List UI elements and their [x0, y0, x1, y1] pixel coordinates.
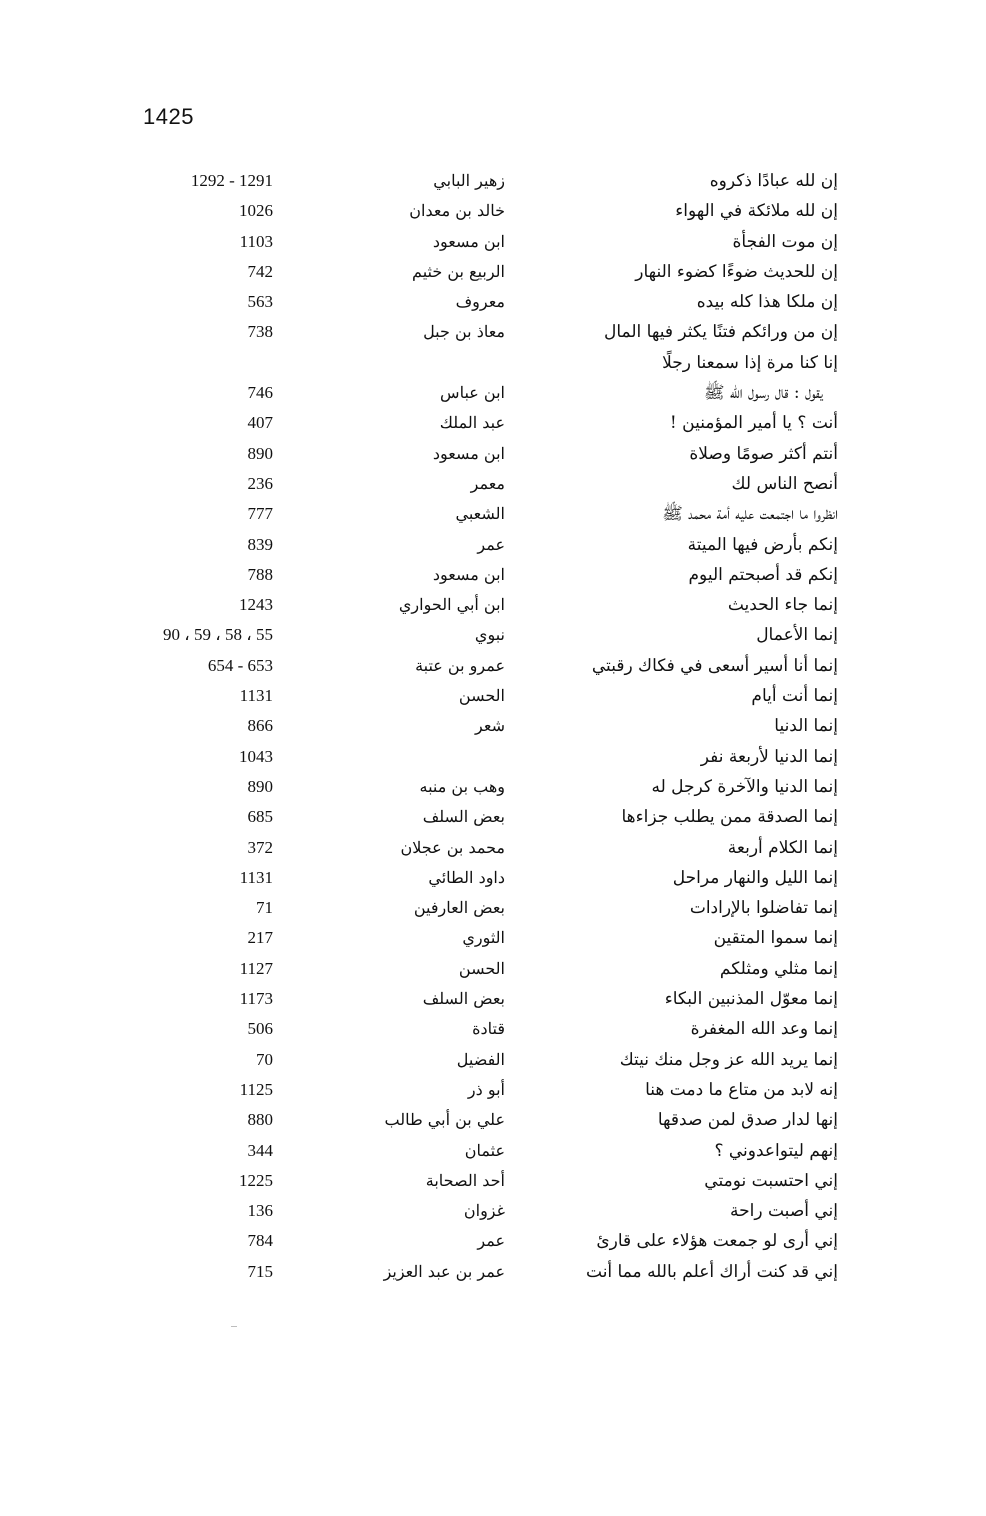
entry-page-ref: 1026 — [239, 201, 273, 221]
entry-narrator: ابن مسعود — [432, 443, 505, 463]
entry-page-ref: 1103 — [239, 231, 273, 251]
entry-page-ref: 217 — [247, 928, 273, 948]
entry-page-ref: 1043 — [239, 746, 273, 766]
entry-page-ref: 344 — [247, 1140, 273, 1160]
index-entry-row — [0, 227, 986, 257]
entry-page-ref: 71 — [256, 898, 273, 918]
entry-phrase: إنما أنا أسير أسعى في فكاك رقبتي — [591, 655, 838, 676]
index-entry-row — [0, 954, 986, 984]
entry-page-ref: 1243 — [239, 595, 273, 615]
entry-phrase: إنكم بأرض فيها الميتة — [687, 534, 838, 555]
index-entry-row — [0, 1166, 986, 1196]
entry-page-ref: 685 — [247, 807, 273, 827]
index-entry-row — [0, 257, 986, 287]
entry-phrase: إنما الدنيا — [774, 716, 838, 737]
index-entry-row — [0, 1014, 986, 1044]
entry-page-ref: 372 — [247, 837, 273, 857]
entry-narrator: عمر بن عبد العزيز — [383, 1261, 505, 1281]
index-entry-row — [0, 1136, 986, 1166]
entry-phrase: إن من ورائكم فتنًا يكثر فيها المال — [604, 322, 838, 343]
index-entry-row — [0, 651, 986, 681]
index-entry-row — [0, 530, 986, 560]
entry-phrase: إنما جاء الحديث — [727, 595, 838, 616]
index-entry-row — [0, 1257, 986, 1287]
entry-narrator: الفضيل — [456, 1049, 505, 1069]
index-entry-row — [0, 984, 986, 1014]
entry-phrase: إن للحديث ضوءًا كضوء النهار — [635, 261, 838, 282]
entry-narrator: ابن عباس — [440, 383, 505, 403]
entry-narrator: ابن مسعود — [432, 564, 505, 584]
index-entry-row — [0, 590, 986, 620]
entry-page-ref: 1131 — [239, 867, 273, 887]
entry-narrator: بعض السلف — [422, 989, 505, 1009]
index-entry-row — [0, 317, 986, 347]
index-entry-row — [0, 772, 986, 802]
entry-phrase: انظروا ما اجتمعت عليه أمة محمد ﷺ — [662, 504, 838, 525]
entry-narrator: عمر — [477, 534, 505, 554]
index-entry-row — [0, 1226, 986, 1256]
entry-narrator: أحد الصحابة — [425, 1170, 505, 1190]
entry-page-ref: 1125 — [239, 1079, 273, 1099]
entry-phrase: إنها لدار صدق لمن صدقها — [657, 1110, 838, 1131]
entry-page-ref: 70 — [256, 1049, 273, 1069]
index-entry-row — [0, 560, 986, 590]
entry-page-ref: 880 — [247, 1110, 273, 1130]
index-entry-row — [0, 287, 986, 317]
entry-narrator: ابن مسعود — [432, 231, 505, 251]
entry-phrase: إنما معوّل المذنبين البكاء — [664, 989, 838, 1010]
index-entry-row — [0, 711, 986, 741]
entry-narrator: داود الطائي — [428, 867, 505, 887]
entry-page-ref: 654 - 653 — [207, 655, 273, 675]
index-entry-row — [0, 1196, 986, 1226]
index-entry-row — [0, 1075, 986, 1105]
entry-phrase: إن لله عبادًا ذكروه — [709, 171, 838, 191]
entry-page-ref: 784 — [247, 1231, 273, 1251]
entry-phrase: يقول : قال رسول الله ﷺ — [703, 383, 823, 404]
index-list — [0, 166, 986, 1287]
index-entry-row — [0, 196, 986, 226]
entry-narrator: بعض السلف — [422, 807, 505, 827]
entry-page-ref: 738 — [247, 322, 273, 342]
entry-narrator: عثمان — [464, 1140, 505, 1160]
entry-page-ref: 890 — [247, 776, 273, 796]
entry-page-ref: 839 — [247, 534, 273, 554]
index-entry-row — [0, 348, 986, 378]
entry-phrase: إنما الدنيا والآخرة كرجل له — [651, 776, 838, 797]
entry-narrator: معروف — [455, 292, 505, 312]
entry-page-ref: 1131 — [239, 686, 273, 706]
entry-narrator: محمد بن عجلان — [400, 837, 505, 857]
entry-phrase: إنه لابد من متاع ما دمت هنا — [645, 1079, 838, 1100]
entry-narrator: نبوي — [474, 625, 505, 645]
entry-page-ref: 1225 — [239, 1170, 273, 1190]
entry-narrator: قتادة — [472, 1019, 505, 1039]
entry-phrase: إنما الصدقة ممن يطلب جزاءها — [621, 807, 838, 828]
entry-page-ref: 1292 - 1291 — [190, 171, 273, 190]
entry-phrase: إنما وعد الله المغفرة — [690, 1019, 838, 1040]
entry-page-ref: 866 — [247, 716, 273, 736]
entry-phrase: إنكم قد أصبحتم اليوم — [688, 564, 838, 585]
entry-phrase: أنتم أكثر صومًا وصلاة — [689, 443, 838, 464]
entry-phrase: إن موت الفجأة — [732, 231, 838, 252]
entry-phrase: إن ملكا هذا كله بيده — [696, 292, 838, 313]
page-number: 1425 — [143, 104, 194, 129]
entry-phrase: إني قد كنت أراك أعلم بالله مما أنت — [586, 1261, 838, 1282]
entry-narrator: معمر — [470, 473, 505, 493]
entry-narrator: عبد الملك — [439, 413, 505, 433]
entry-phrase: إن لله ملائكة في الهواء — [675, 201, 838, 222]
entry-phrase: إني أصبت راحة — [730, 1201, 838, 1222]
entry-phrase: إنما الكلام أربعة — [727, 837, 838, 858]
entry-page-ref: 1173 — [239, 989, 273, 1009]
entry-phrase: إنما الأعمال — [756, 625, 838, 646]
entry-phrase: إنما مثلي ومثلكم — [719, 958, 838, 979]
entry-page-ref: 742 — [247, 261, 273, 281]
entry-narrator: شعر — [475, 716, 505, 736]
entry-page-ref: 788 — [247, 564, 273, 584]
entry-narrator: عمرو بن عتبة — [415, 655, 505, 675]
entry-narrator: الربيع بن خثيم — [412, 261, 505, 281]
entry-phrase: إنما سموا المتقين — [713, 928, 838, 949]
entry-narrator: زهير البابي — [433, 171, 505, 190]
entry-phrase: إنا كنا مرة إذا سمعنا رجلًا — [662, 352, 838, 373]
index-entry-row — [0, 802, 986, 832]
index-entry-row — [0, 378, 986, 408]
entry-page-ref: 236 — [247, 473, 273, 493]
entry-phrase: إنهم ليتواعدوني ؟ — [714, 1140, 838, 1161]
entry-phrase: إنما يريد الله عز وجل منك نيتك — [619, 1049, 838, 1070]
index-entry-row — [0, 499, 986, 529]
entry-page-ref: 563 — [247, 292, 273, 312]
entry-page-ref: 136 — [247, 1201, 273, 1221]
index-entry-row — [0, 620, 986, 650]
entry-phrase: إنما أنت أيام — [751, 686, 838, 707]
index-entry-row — [0, 742, 986, 772]
entry-narrator: علي بن أبي طالب — [384, 1110, 505, 1130]
entry-phrase: أنصح الناس لك — [731, 473, 838, 494]
entry-phrase: إني أرى لو جمعت هؤلاء على قارئ — [596, 1231, 838, 1252]
entry-page-ref: 1127 — [239, 958, 273, 978]
entry-narrator: وهب بن منبه — [419, 776, 505, 796]
index-entry-row — [0, 681, 986, 711]
entry-narrator: معاذ بن جبل — [423, 322, 505, 342]
index-entry-row — [0, 469, 986, 499]
index-entry-row — [0, 408, 986, 438]
footer-mark — [231, 1326, 237, 1327]
index-entry-row — [0, 863, 986, 893]
index-entry-row — [0, 1105, 986, 1135]
entry-phrase: إني احتسبت نومتي — [704, 1170, 838, 1191]
entry-phrase: أنت ؟ يا أمير المؤمنين ! — [669, 413, 838, 434]
entry-narrator: ابن أبي الحواري — [398, 595, 505, 615]
entry-narrator: الحسن — [458, 686, 505, 706]
index-entry-row — [0, 923, 986, 953]
entry-narrator: عمر — [477, 1231, 505, 1251]
entry-narrator: الشعبي — [455, 504, 505, 524]
index-entry-row — [0, 893, 986, 923]
entry-narrator: أبو ذر — [467, 1079, 505, 1099]
entry-page-ref: 746 — [247, 383, 273, 403]
index-entry-row — [0, 1045, 986, 1075]
entry-narrator: الحسن — [458, 958, 505, 978]
index-entry-row — [0, 833, 986, 863]
entry-page-ref: 407 — [247, 413, 273, 433]
entry-page-ref: 506 — [247, 1019, 273, 1039]
entry-page-ref: 777 — [247, 504, 273, 524]
entry-phrase: إنما تفاضلوا بالإرادات — [689, 898, 838, 919]
entry-page-ref: 90 ، 59 ، 58 ، 55 — [163, 625, 273, 645]
entry-narrator: خالد بن معدان — [409, 201, 505, 221]
entry-narrator: الثوري — [462, 928, 505, 948]
entry-page-ref: 890 — [247, 443, 273, 463]
entry-page-ref: 715 — [247, 1261, 273, 1281]
index-entry-row — [0, 166, 986, 196]
entry-phrase: إنما الليل والنهار مراحل — [672, 867, 838, 888]
index-entry-row — [0, 439, 986, 469]
entry-narrator: غزوان — [463, 1201, 505, 1221]
entry-narrator: بعض العارفين — [413, 898, 505, 918]
entry-phrase: إنما الدنيا لأربعة نفر — [700, 746, 838, 767]
